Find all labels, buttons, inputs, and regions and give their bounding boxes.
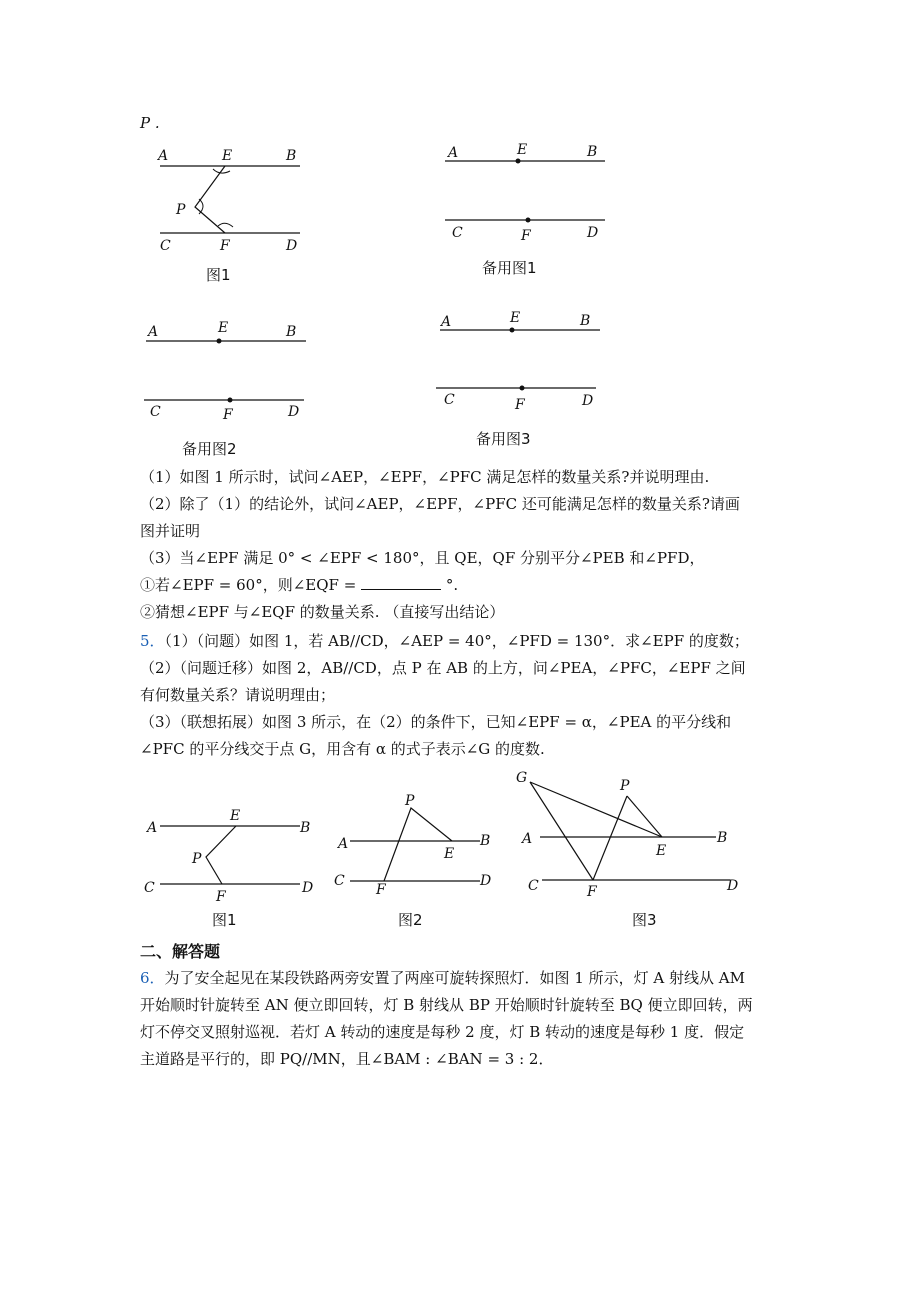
svg-text:B: B: [587, 144, 598, 160]
svg-text:E: E: [222, 148, 233, 164]
q6-line4: 主道路是平行的，即 PQ//MN，且∠BAM : ∠BAN = 3 : 2．: [140, 1050, 554, 1068]
svg-text:B: B: [480, 833, 491, 849]
q5-figure-3-caption: 图3: [632, 911, 657, 929]
spare-figure-1: [440, 138, 610, 248]
q6-line2: 开始顺时针旋转至 AN 便立即回转，灯 B 射线从 BP 开始顺时针旋转至 BQ 便立即回转，两: [140, 996, 753, 1014]
q5-figure-1-caption: 图1: [212, 911, 237, 929]
svg-text:E: E: [218, 320, 229, 336]
svg-text:F: F: [216, 889, 226, 905]
svg-text:D: D: [587, 225, 599, 241]
svg-text:P: P: [405, 793, 415, 809]
svg-text:A: A: [441, 314, 452, 330]
q5-part2a: （2）（问题迁移）如图 2，AB//CD，点 P 在 AB 的上方，问∠PEA，∠PFC，∠EPF 之间: [140, 659, 746, 677]
svg-text:F: F: [376, 882, 386, 898]
svg-text:A: A: [148, 324, 159, 340]
q5-part1: [140, 630, 790, 652]
svg-text:C: C: [334, 873, 345, 889]
q6-line1-text: 为了安全起见在某段铁路两旁安置了两座可旋转探照灯．如图 1 所示，灯 A 射线从 AM: [164, 969, 745, 987]
svg-text:D: D: [288, 404, 300, 420]
svg-text:D: D: [302, 880, 314, 896]
svg-text:E: E: [517, 142, 528, 158]
svg-text:A: A: [522, 831, 533, 847]
svg-text:C: C: [528, 878, 539, 894]
q4-part3-sub2: ②猜想∠EPF 与∠EQF 的数量关系. （直接写出结论）: [140, 603, 505, 621]
svg-text:G: G: [516, 770, 528, 786]
svg-text:F: F: [587, 884, 597, 900]
svg-text:C: C: [150, 404, 161, 420]
q5-part1-text: （1）（问题）如图 1，若 AB//CD，∠AEP = 40°，∠PFD = 130°．求∠EPF 的度数；: [164, 632, 749, 650]
q5-figure-1: [140, 805, 325, 905]
svg-text:B: B: [580, 313, 591, 329]
q4-part3: （3）当∠EPF 满足 0° < ∠EPF < 180°，且 QE，QF 分别平分∠PEB 和∠PFD，: [140, 549, 705, 567]
spare-figure-1-caption: 备用图1: [482, 259, 537, 277]
q4-part3-sub1-text: ①若∠EPF = 60°，则∠EQF =: [140, 576, 357, 594]
figure-1-caption: 图1: [206, 266, 231, 284]
q5-part2b: 有何数量关系？请说明理由；: [140, 686, 336, 704]
spare-figure-2-caption: 备用图2: [182, 440, 237, 458]
svg-text:F: F: [515, 397, 525, 413]
svg-text:P: P: [176, 202, 186, 218]
svg-text:E: E: [656, 843, 667, 859]
svg-text:E: E: [230, 808, 241, 824]
svg-text:D: D: [582, 393, 594, 409]
q6-line3: 灯不停交叉照射巡视．若灯 A 转动的速度是每秒 2 度，灯 B 转动的速度是每秒 1 度．假定: [140, 1023, 745, 1041]
figure-1: [150, 140, 310, 260]
svg-text:E: E: [444, 846, 455, 862]
q4-part3-sub1-suffix: °.: [445, 576, 459, 594]
q5-part3b: ∠PFC 的平分线交于点 G，用含有 α 的式子表示∠G 的度数.: [140, 740, 545, 758]
svg-text:F: F: [223, 407, 233, 423]
svg-text:A: A: [338, 836, 349, 852]
svg-text:D: D: [286, 238, 298, 254]
svg-text:F: F: [220, 238, 230, 254]
q4-part1: （1）如图 1 所示时，试问∠AEP，∠EPF，∠PFC 满足怎样的数量关系?并说明理由.: [140, 468, 710, 486]
svg-text:C: C: [452, 225, 463, 241]
svg-text:D: D: [480, 873, 492, 889]
answer-blank[interactable]: [361, 575, 441, 590]
svg-text:A: A: [448, 145, 459, 161]
q4-part2a: （2）除了（1）的结论外，试问∠AEP，∠EPF，∠PFC 还可能满足怎样的数量关系?请画: [140, 495, 740, 513]
svg-text:A: A: [158, 148, 169, 164]
svg-text:B: B: [717, 830, 728, 846]
q5-figure-3: [512, 766, 747, 901]
section-heading: 二、解答题: [140, 942, 221, 961]
q4-part2b: 图并证明: [140, 522, 201, 540]
svg-text:C: C: [444, 392, 455, 408]
q5-part3a: （3）（联想拓展）如图 3 所示，在（2）的条件下，已知∠EPF = α，∠PEA 的平分线和: [140, 713, 732, 731]
svg-text:P: P: [192, 851, 202, 867]
svg-text:E: E: [510, 310, 521, 326]
svg-text:B: B: [286, 148, 297, 164]
svg-text:B: B: [286, 324, 297, 340]
q6-number: 6．: [140, 969, 165, 987]
svg-text:F: F: [521, 228, 531, 244]
question-fragment: P .: [140, 114, 160, 132]
spare-figure-3-caption: 备用图3: [476, 430, 531, 448]
svg-text:P: P: [620, 778, 630, 794]
q5-number: 5．: [140, 632, 165, 650]
svg-text:A: A: [147, 820, 158, 836]
spare-figure-3: [434, 306, 604, 416]
q4-part3-sub1: [140, 574, 790, 596]
svg-text:B: B: [300, 820, 311, 836]
svg-text:D: D: [727, 878, 739, 894]
svg-text:C: C: [160, 238, 171, 254]
q5-figure-2-caption: 图2: [398, 911, 423, 929]
q6-line1: [140, 967, 790, 989]
q5-figure-2: [334, 790, 504, 905]
svg-text:C: C: [144, 880, 155, 896]
spare-figure-2: [140, 316, 310, 426]
